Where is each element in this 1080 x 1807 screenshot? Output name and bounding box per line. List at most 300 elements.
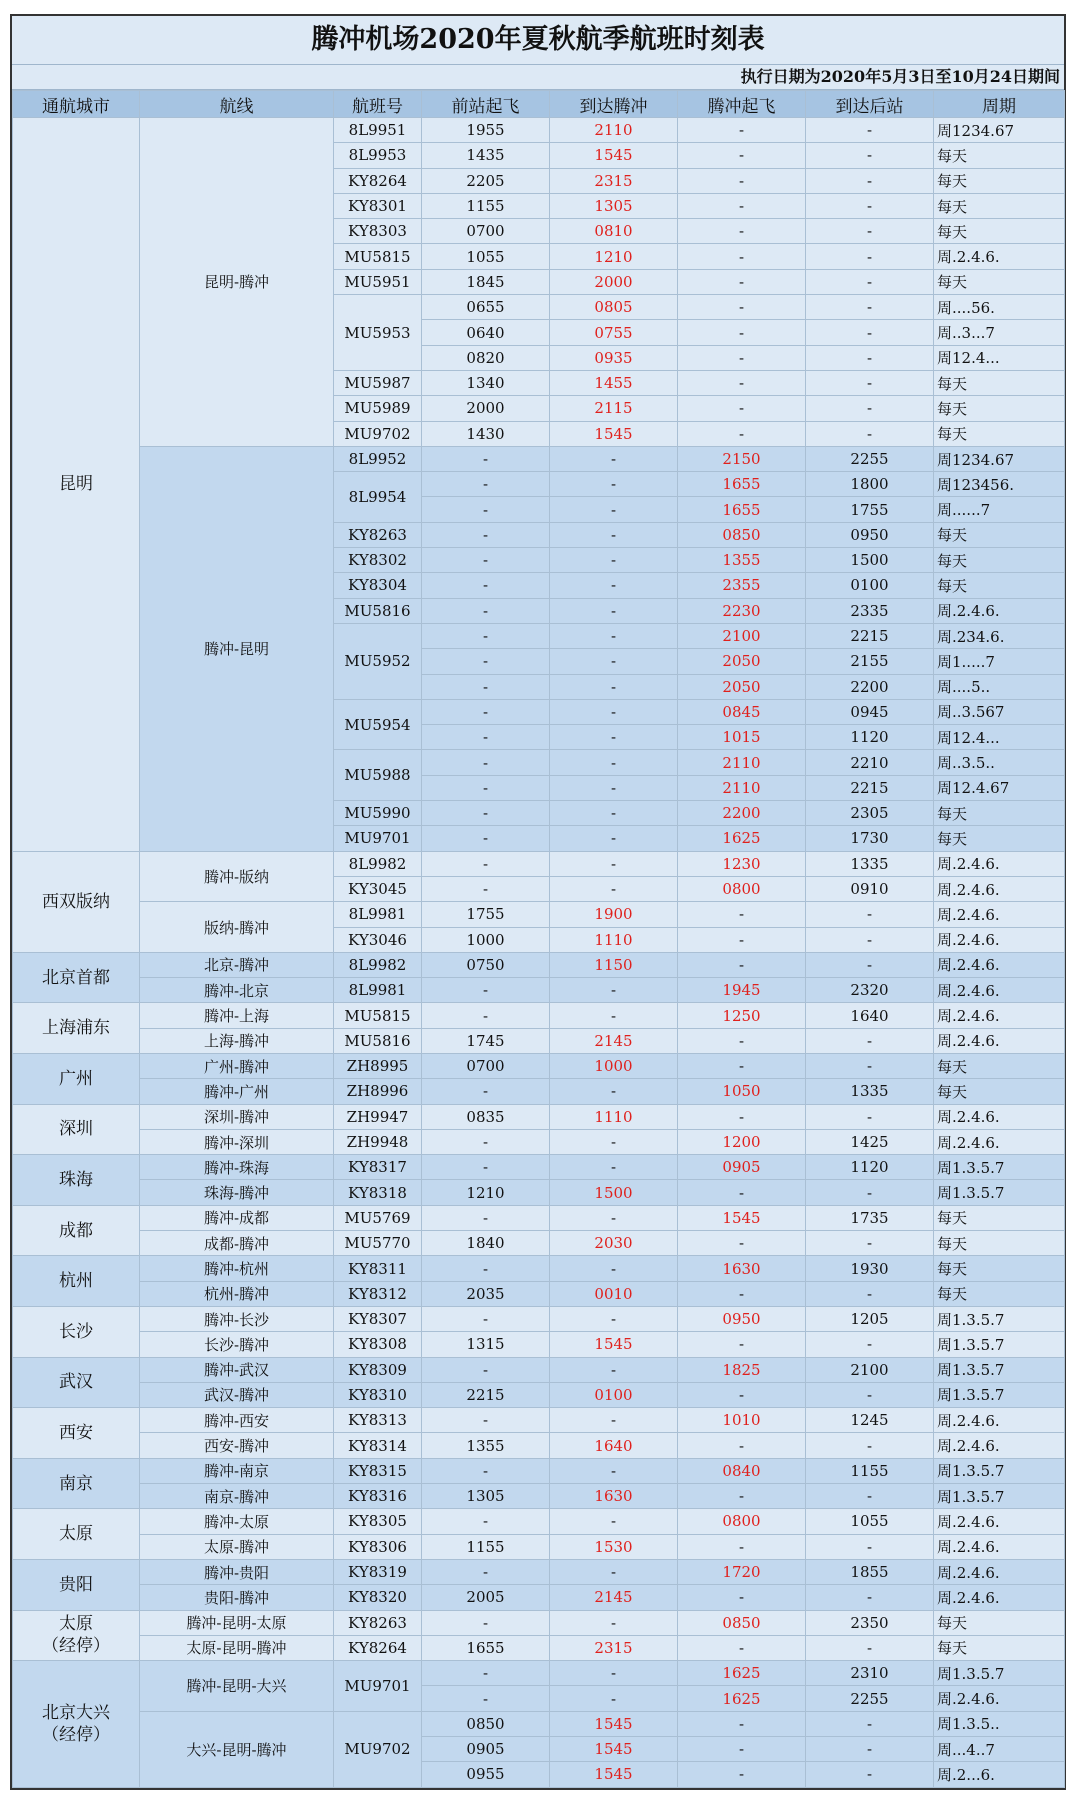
arrive-tengchong-cell: -: [550, 1661, 678, 1686]
route-cell: 西安-腾冲: [140, 1433, 334, 1458]
depart-tengchong-cell: 2355: [678, 573, 806, 598]
prev-depart-cell: -: [422, 1256, 550, 1281]
route-cell: 腾冲-广州: [140, 1079, 334, 1104]
city-name: 成都: [59, 1220, 93, 1241]
route-cell: 腾冲-北京: [140, 978, 334, 1003]
prev-depart-cell: -: [422, 1686, 550, 1711]
flight-no-cell: MU5816: [334, 598, 422, 623]
arrive-tengchong-cell: 1110: [550, 927, 678, 952]
frequency-cell: 每天: [934, 1256, 1065, 1281]
depart-tengchong-cell: -: [678, 1053, 806, 1078]
depart-tengchong-cell: 0800: [678, 876, 806, 901]
depart-tengchong-cell: -: [678, 168, 806, 193]
route-cell: 太原-昆明-腾冲: [140, 1635, 334, 1660]
arrive-tengchong-cell: 2145: [550, 1028, 678, 1053]
table-row: [13, 1155, 1065, 1180]
city-cell: [13, 1408, 140, 1459]
flight-no-cell: KY8313: [334, 1408, 422, 1433]
frequency-cell: 每天: [934, 548, 1065, 573]
arrive-next-cell: 2210: [806, 750, 934, 775]
prev-depart-cell: 1355: [422, 1433, 550, 1458]
table-row: [13, 1306, 1065, 1331]
flight-no-cell: MU5952: [334, 623, 422, 699]
prev-depart-cell: 1155: [422, 1534, 550, 1559]
prev-depart-cell: -: [422, 1458, 550, 1483]
arrive-next-cell: 1800: [806, 472, 934, 497]
arrive-tengchong-cell: -: [550, 699, 678, 724]
depart-tengchong-cell: -: [678, 1433, 806, 1458]
arrive-tengchong-cell: -: [550, 548, 678, 573]
prev-depart-cell: -: [422, 1306, 550, 1331]
depart-tengchong-cell: 2230: [678, 598, 806, 623]
table-row: [13, 1205, 1065, 1230]
flight-no-cell: KY8306: [334, 1534, 422, 1559]
arrive-tengchong-cell: -: [550, 1155, 678, 1180]
frequency-cell: 周.2.4.6.: [934, 1559, 1065, 1584]
route-cell: 武汉-腾冲: [140, 1382, 334, 1407]
depart-tengchong-cell: -: [678, 118, 806, 143]
flight-no-cell: 8L9981: [334, 902, 422, 927]
city-name: 太原: [59, 1524, 93, 1545]
frequency-cell: 周1.3.5.7: [934, 1155, 1065, 1180]
flight-no-cell: MU5951: [334, 269, 422, 294]
depart-tengchong-cell: 1630: [678, 1256, 806, 1281]
depart-tengchong-cell: -: [678, 269, 806, 294]
col-header-route: 航线: [140, 91, 334, 118]
prev-depart-cell: 2205: [422, 168, 550, 193]
arrive-next-cell: -: [806, 143, 934, 168]
table-row: [13, 952, 1065, 977]
depart-tengchong-cell: 1250: [678, 1003, 806, 1028]
route-cell: 腾冲-珠海: [140, 1155, 334, 1180]
frequency-cell: 周1.3.5.7: [934, 1357, 1065, 1382]
frequency-cell: 每天: [934, 1610, 1065, 1635]
arrive-next-cell: 1755: [806, 497, 934, 522]
frequency-cell: 周.2.4.6.: [934, 1585, 1065, 1610]
flight-no-cell: KY8317: [334, 1155, 422, 1180]
route-cell: 南京-腾冲: [140, 1484, 334, 1509]
city-name: 南京: [59, 1473, 93, 1494]
prev-depart-cell: -: [422, 598, 550, 623]
arrive-tengchong-cell: 1210: [550, 244, 678, 269]
frequency-cell: 周1234.67: [934, 118, 1065, 143]
prev-depart-cell: -: [422, 725, 550, 750]
city-cell: [13, 1559, 140, 1610]
frequency-cell: 每天: [934, 370, 1065, 395]
frequency-cell: 周.2.4.6.: [934, 1104, 1065, 1129]
flight-no-cell: MU5987: [334, 370, 422, 395]
arrive-next-cell: -: [806, 1635, 934, 1660]
depart-tengchong-cell: 2050: [678, 649, 806, 674]
flight-no-cell: MU9701: [334, 1661, 422, 1712]
prev-depart-cell: -: [422, 1205, 550, 1230]
arrive-tengchong-cell: 0010: [550, 1281, 678, 1306]
arrive-next-cell: -: [806, 295, 934, 320]
prev-depart-cell: 0820: [422, 345, 550, 370]
arrive-next-cell: 1335: [806, 851, 934, 876]
arrive-next-cell: -: [806, 118, 934, 143]
table-row: [13, 978, 1065, 1003]
table-row: [13, 1484, 1065, 1509]
depart-tengchong-cell: 1655: [678, 497, 806, 522]
prev-depart-cell: 1845: [422, 269, 550, 294]
arrive-tengchong-cell: -: [550, 1003, 678, 1028]
arrive-tengchong-cell: 1110: [550, 1104, 678, 1129]
arrive-next-cell: -: [806, 1281, 934, 1306]
frequency-cell: 周..3.5..: [934, 750, 1065, 775]
depart-tengchong-cell: 1015: [678, 725, 806, 750]
frequency-cell: 每天: [934, 1079, 1065, 1104]
city-cell: [13, 1256, 140, 1307]
city-note: （经停）: [42, 1636, 110, 1657]
frequency-cell: 每天: [934, 573, 1065, 598]
col-header-arrive-next: 到达后站: [806, 91, 934, 118]
frequency-cell: 周.2.4.6.: [934, 244, 1065, 269]
arrive-tengchong-cell: 1545: [550, 1737, 678, 1762]
table-row: [13, 1711, 1065, 1736]
prev-depart-cell: -: [422, 623, 550, 648]
depart-tengchong-cell: 1625: [678, 1686, 806, 1711]
city-name: 长沙: [59, 1321, 93, 1342]
arrive-tengchong-cell: 1900: [550, 902, 678, 927]
frequency-cell: 每天: [934, 1635, 1065, 1660]
flight-no-cell: KY8301: [334, 193, 422, 218]
arrive-next-cell: -: [806, 1028, 934, 1053]
arrive-next-cell: 2255: [806, 446, 934, 471]
arrive-tengchong-cell: 1150: [550, 952, 678, 977]
depart-tengchong-cell: -: [678, 345, 806, 370]
depart-tengchong-cell: -: [678, 1231, 806, 1256]
arrive-tengchong-cell: -: [550, 573, 678, 598]
table-row: [13, 1053, 1065, 1078]
city-cell: [13, 1661, 140, 1787]
prev-depart-cell: -: [422, 573, 550, 598]
flight-no-cell: ZH8996: [334, 1079, 422, 1104]
col-header-prev-depart: 前站起飞: [422, 91, 550, 118]
prev-depart-cell: -: [422, 1003, 550, 1028]
effective-date-note: 执行日期为2020年5月3日至10月24日期间: [12, 65, 1064, 90]
page-title: 腾冲机场2020年夏秋航季航班时刻表: [12, 16, 1064, 65]
depart-tengchong-cell: 1655: [678, 472, 806, 497]
depart-tengchong-cell: -: [678, 193, 806, 218]
frequency-cell: 每天: [934, 1205, 1065, 1230]
city-cell: [13, 118, 140, 852]
flight-no-cell: MU9701: [334, 826, 422, 851]
prev-depart-cell: 1755: [422, 902, 550, 927]
table-row: [13, 1332, 1065, 1357]
route-cell: 腾冲-长沙: [140, 1306, 334, 1331]
city-cell: [13, 1104, 140, 1155]
prev-depart-cell: 0750: [422, 952, 550, 977]
route-cell: 昆明-腾冲: [140, 118, 334, 447]
frequency-cell: 周.2.4.6.: [934, 1534, 1065, 1559]
frequency-cell: 周1.3.5.7: [934, 1661, 1065, 1686]
frequency-cell: 周1.....7: [934, 649, 1065, 674]
depart-tengchong-cell: 2150: [678, 446, 806, 471]
arrive-tengchong-cell: 0100: [550, 1382, 678, 1407]
flight-no-cell: KY8320: [334, 1585, 422, 1610]
arrive-next-cell: -: [806, 244, 934, 269]
flight-no-cell: 8L9954: [334, 472, 422, 523]
depart-tengchong-cell: -: [678, 295, 806, 320]
prev-depart-cell: -: [422, 699, 550, 724]
table-row: [13, 1003, 1065, 1028]
prev-depart-cell: -: [422, 775, 550, 800]
city-name: 深圳: [59, 1119, 93, 1140]
depart-tengchong-cell: -: [678, 1281, 806, 1306]
depart-tengchong-cell: -: [678, 1484, 806, 1509]
arrive-next-cell: 1205: [806, 1306, 934, 1331]
col-header-city: 通航城市: [13, 91, 140, 118]
route-cell: 腾冲-杭州: [140, 1256, 334, 1281]
depart-tengchong-cell: -: [678, 370, 806, 395]
depart-tengchong-cell: 1825: [678, 1357, 806, 1382]
arrive-next-cell: 2255: [806, 1686, 934, 1711]
table-row: [13, 1104, 1065, 1129]
city-name: 太原: [59, 1614, 93, 1635]
depart-tengchong-cell: -: [678, 421, 806, 446]
arrive-next-cell: 2200: [806, 674, 934, 699]
flight-no-cell: KY8312: [334, 1281, 422, 1306]
frequency-cell: 每天: [934, 1231, 1065, 1256]
route-cell: 腾冲-昆明-大兴: [140, 1661, 334, 1712]
frequency-cell: 周.2.4.6.: [934, 902, 1065, 927]
route-cell: 上海-腾冲: [140, 1028, 334, 1053]
arrive-tengchong-cell: -: [550, 725, 678, 750]
arrive-tengchong-cell: -: [550, 674, 678, 699]
arrive-tengchong-cell: -: [550, 1205, 678, 1230]
frequency-cell: 周..3...7: [934, 320, 1065, 345]
arrive-next-cell: -: [806, 1104, 934, 1129]
table-row: [13, 1635, 1065, 1660]
arrive-next-cell: 1500: [806, 548, 934, 573]
arrive-tengchong-cell: -: [550, 851, 678, 876]
city-name: 上海浦东: [42, 1018, 110, 1039]
arrive-tengchong-cell: 2000: [550, 269, 678, 294]
arrive-next-cell: 1335: [806, 1079, 934, 1104]
depart-tengchong-cell: 0950: [678, 1306, 806, 1331]
depart-tengchong-cell: 1200: [678, 1129, 806, 1154]
flight-no-cell: KY8318: [334, 1180, 422, 1205]
prev-depart-cell: 1955: [422, 118, 550, 143]
arrive-next-cell: -: [806, 421, 934, 446]
depart-tengchong-cell: 1545: [678, 1205, 806, 1230]
city-cell: [13, 1155, 140, 1206]
route-cell: 腾冲-上海: [140, 1003, 334, 1028]
frequency-cell: 周1.3.5..: [934, 1711, 1065, 1736]
flight-no-cell: MU5989: [334, 396, 422, 421]
prev-depart-cell: 1155: [422, 193, 550, 218]
prev-depart-cell: 0835: [422, 1104, 550, 1129]
city-cell: [13, 1053, 140, 1104]
city-name: 贵阳: [59, 1574, 93, 1595]
flight-no-cell: MU5815: [334, 1003, 422, 1028]
arrive-next-cell: 1120: [806, 1155, 934, 1180]
route-cell: 北京-腾冲: [140, 952, 334, 977]
arrive-tengchong-cell: 1640: [550, 1433, 678, 1458]
route-cell: 腾冲-贵阳: [140, 1559, 334, 1584]
flight-no-cell: KY8316: [334, 1484, 422, 1509]
arrive-tengchong-cell: 1545: [550, 1332, 678, 1357]
route-cell: 珠海-腾冲: [140, 1180, 334, 1205]
route-cell: 腾冲-西安: [140, 1408, 334, 1433]
arrive-next-cell: -: [806, 1231, 934, 1256]
arrive-tengchong-cell: -: [550, 1559, 678, 1584]
route-cell: 腾冲-深圳: [140, 1129, 334, 1154]
col-header-frequency: 周期: [934, 91, 1065, 118]
depart-tengchong-cell: 2110: [678, 750, 806, 775]
frequency-cell: 周12.4.67: [934, 775, 1065, 800]
arrive-next-cell: -: [806, 345, 934, 370]
prev-depart-cell: 2000: [422, 396, 550, 421]
arrive-tengchong-cell: 0935: [550, 345, 678, 370]
arrive-next-cell: 2215: [806, 775, 934, 800]
arrive-next-cell: 1735: [806, 1205, 934, 1230]
arrive-next-cell: 1730: [806, 826, 934, 851]
arrive-tengchong-cell: 1630: [550, 1484, 678, 1509]
prev-depart-cell: -: [422, 497, 550, 522]
prev-depart-cell: 1315: [422, 1332, 550, 1357]
arrive-tengchong-cell: 2145: [550, 1585, 678, 1610]
frequency-cell: 周...4..7: [934, 1737, 1065, 1762]
prev-depart-cell: 1210: [422, 1180, 550, 1205]
frequency-cell: 周.2.4.6.: [934, 978, 1065, 1003]
frequency-cell: 周....56.: [934, 295, 1065, 320]
prev-depart-cell: -: [422, 1079, 550, 1104]
frequency-cell: 周1.3.5.7: [934, 1180, 1065, 1205]
prev-depart-cell: 1430: [422, 421, 550, 446]
arrive-next-cell: -: [806, 902, 934, 927]
frequency-cell: 周.2.4.6.: [934, 876, 1065, 901]
flight-no-cell: MU5770: [334, 1231, 422, 1256]
prev-depart-cell: -: [422, 851, 550, 876]
depart-tengchong-cell: -: [678, 1711, 806, 1736]
route-cell: 腾冲-太原: [140, 1509, 334, 1534]
depart-tengchong-cell: 1010: [678, 1408, 806, 1433]
depart-tengchong-cell: 0845: [678, 699, 806, 724]
frequency-cell: 每天: [934, 826, 1065, 851]
flight-no-cell: MU5953: [334, 295, 422, 371]
arrive-tengchong-cell: 0755: [550, 320, 678, 345]
prev-depart-cell: -: [422, 548, 550, 573]
frequency-cell: 每天: [934, 143, 1065, 168]
prev-depart-cell: 1305: [422, 1484, 550, 1509]
arrive-next-cell: -: [806, 1585, 934, 1610]
arrive-next-cell: -: [806, 952, 934, 977]
arrive-tengchong-cell: -: [550, 1686, 678, 1711]
depart-tengchong-cell: 2050: [678, 674, 806, 699]
route-cell: 腾冲-成都: [140, 1205, 334, 1230]
prev-depart-cell: 2215: [422, 1382, 550, 1407]
depart-tengchong-cell: -: [678, 244, 806, 269]
arrive-tengchong-cell: 1305: [550, 193, 678, 218]
arrive-next-cell: 0100: [806, 573, 934, 598]
arrive-next-cell: -: [806, 1762, 934, 1787]
arrive-next-cell: 1155: [806, 1458, 934, 1483]
flight-no-cell: 8L9981: [334, 978, 422, 1003]
table-row: [13, 1180, 1065, 1205]
frequency-cell: 周12.4...: [934, 345, 1065, 370]
table-row: [13, 1231, 1065, 1256]
depart-tengchong-cell: 1945: [678, 978, 806, 1003]
city-name: 广州: [59, 1068, 93, 1089]
route-cell: 大兴-昆明-腾冲: [140, 1711, 334, 1787]
city-cell: [13, 1205, 140, 1256]
route-cell: 版纳-腾冲: [140, 902, 334, 953]
arrive-next-cell: -: [806, 927, 934, 952]
prev-depart-cell: -: [422, 1155, 550, 1180]
flight-no-cell: KY8309: [334, 1357, 422, 1382]
route-cell: 广州-腾冲: [140, 1053, 334, 1078]
frequency-cell: 每天: [934, 1053, 1065, 1078]
frequency-cell: 每天: [934, 396, 1065, 421]
arrive-next-cell: -: [806, 1711, 934, 1736]
arrive-tengchong-cell: -: [550, 1509, 678, 1534]
route-cell: 深圳-腾冲: [140, 1104, 334, 1129]
frequency-cell: 周1.3.5.7: [934, 1382, 1065, 1407]
prev-depart-cell: -: [422, 1610, 550, 1635]
flight-no-cell: 8L9951: [334, 118, 422, 143]
frequency-cell: 周.234.6.: [934, 623, 1065, 648]
arrive-next-cell: -: [806, 269, 934, 294]
route-cell: 长沙-腾冲: [140, 1332, 334, 1357]
depart-tengchong-cell: -: [678, 219, 806, 244]
route-cell: 太原-腾冲: [140, 1534, 334, 1559]
arrive-tengchong-cell: 1455: [550, 370, 678, 395]
flight-no-cell: KY8308: [334, 1332, 422, 1357]
depart-tengchong-cell: 0905: [678, 1155, 806, 1180]
route-cell: 贵阳-腾冲: [140, 1585, 334, 1610]
table-row: [13, 1509, 1065, 1534]
arrive-next-cell: -: [806, 1737, 934, 1762]
depart-tengchong-cell: -: [678, 1534, 806, 1559]
arrive-next-cell: -: [806, 168, 934, 193]
city-cell: [13, 851, 140, 952]
frequency-cell: 周......7: [934, 497, 1065, 522]
depart-tengchong-cell: 0840: [678, 1458, 806, 1483]
flight-no-cell: MU9702: [334, 421, 422, 446]
city-name: 西双版纳: [42, 891, 110, 912]
route-cell: 腾冲-武汉: [140, 1357, 334, 1382]
depart-tengchong-cell: 2200: [678, 801, 806, 826]
prev-depart-cell: 1745: [422, 1028, 550, 1053]
arrive-tengchong-cell: -: [550, 1408, 678, 1433]
city-name: 昆明: [59, 474, 93, 495]
frequency-cell: 周1234.67: [934, 446, 1065, 471]
prev-depart-cell: 0700: [422, 1053, 550, 1078]
frequency-cell: 周1.3.5.7: [934, 1306, 1065, 1331]
frequency-cell: 周.2.4.6.: [934, 927, 1065, 952]
arrive-tengchong-cell: -: [550, 775, 678, 800]
city-note: （经停）: [42, 1724, 110, 1745]
prev-depart-cell: -: [422, 978, 550, 1003]
arrive-next-cell: 1855: [806, 1559, 934, 1584]
flight-schedule-table: [12, 90, 1065, 1788]
depart-tengchong-cell: 1720: [678, 1559, 806, 1584]
prev-depart-cell: 1000: [422, 927, 550, 952]
flight-no-cell: MU9702: [334, 1711, 422, 1787]
arrive-next-cell: 1055: [806, 1509, 934, 1534]
table-row: [13, 1028, 1065, 1053]
route-cell: 腾冲-南京: [140, 1458, 334, 1483]
arrive-tengchong-cell: -: [550, 978, 678, 1003]
frequency-cell: 每天: [934, 1281, 1065, 1306]
prev-depart-cell: -: [422, 1129, 550, 1154]
depart-tengchong-cell: 1355: [678, 548, 806, 573]
arrive-next-cell: 2155: [806, 649, 934, 674]
flight-no-cell: MU5988: [334, 750, 422, 801]
prev-depart-cell: -: [422, 876, 550, 901]
